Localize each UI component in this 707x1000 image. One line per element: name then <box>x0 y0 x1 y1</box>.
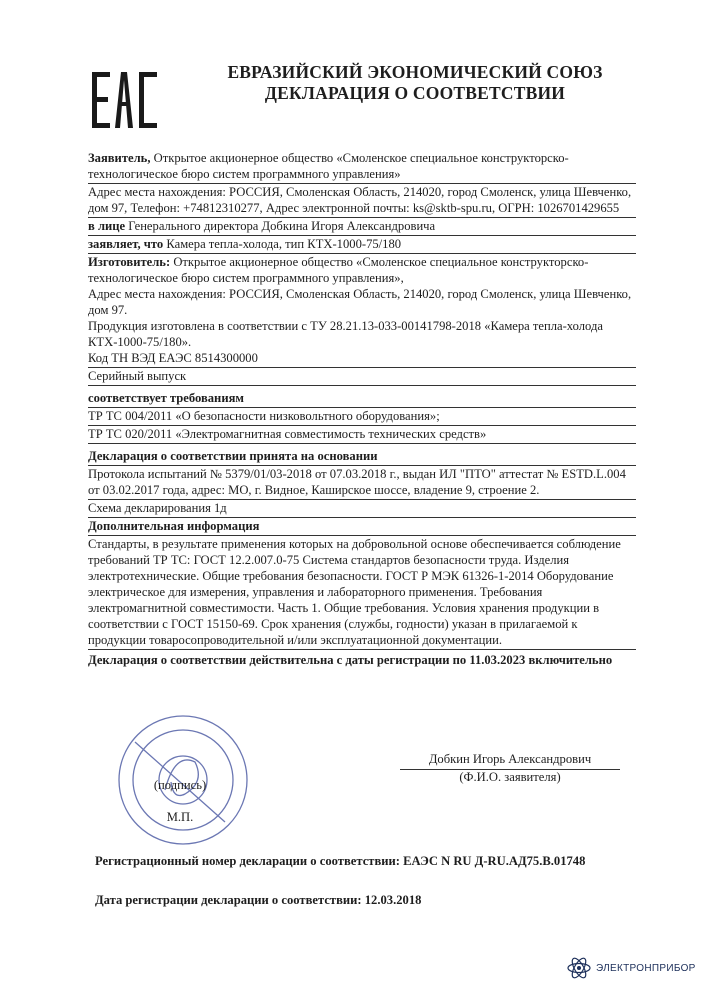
represented-label: в лице <box>88 219 126 233</box>
manufacturer-name: Открытое акционерное общество «Смоленское специальное конструкторско-технологическое бюро систем программного управления», <box>88 255 589 285</box>
applicant-section <box>88 150 636 184</box>
manufacturer-code: Код ТН ВЭД ЕАЭС 8514300000 <box>88 351 258 365</box>
represented-value: Генерального директора Добкина Игоря Александровича <box>128 219 436 233</box>
basis-section <box>88 448 636 466</box>
header-declaration-title: ДЕКЛАРАЦИЯ О СООТВЕТСТВИИ <box>264 83 566 103</box>
header-union-title: ЕВРАЗИЙСКИЙ ЭКОНОМИЧЕСКИЙ СОЮЗ <box>227 62 603 82</box>
additional-text: Стандарты, в результате применения которых на добровольной основе обеспечивается соблюдение требований ТР ТС: ГОСТ 12.2.007.0-75 Система стандартов безопасности труда. Изделия электротехнические. Общие требования безопасности. ГОСТ Р МЭК 61326-1-2014 Оборудование электрическое для измерения, управления и лабораторного применения. Требования электромагнитной совместимости. Часть 1. Общие требования. Условия хранения продукции в соответствии с ГОСТ 15150-69. Срок хранения (службы, годности) указан в прилагаемой к продукции товаросопроводительной и/или эксплуатационной документации. <box>88 536 636 650</box>
registration-date: Дата регистрации декларации о соответствии: 12.03.2018 <box>95 893 422 907</box>
signer-caption: (Ф.И.О. заявителя) <box>459 770 561 784</box>
footer-brand <box>566 954 696 982</box>
signer-block <box>400 752 620 785</box>
represented-section <box>88 218 636 236</box>
complies-label: соответствует требованиям <box>88 391 244 405</box>
serial-release: Серийный выпуск <box>88 368 636 386</box>
regulation-item: ТР ТС 004/2011 «О безопасности низковольтного оборудования»; <box>88 408 636 426</box>
additional-label: Дополнительная информация <box>88 519 260 533</box>
basis-protocol: Протокола испытаний № 5379/01/03-2018 от 07.03.2018 г., выдан ИЛ "ПТО" аттестат № ESTD.L.004 от 03.02.2017 года, адрес: МО, г. Видное, Каширское шоссе, владение 9, строение 2. <box>88 466 636 500</box>
additional-section <box>88 518 636 536</box>
seal-mark: М.П. <box>166 810 194 824</box>
applicant-label: Заявитель, <box>88 151 151 165</box>
applicant-name: Открытое акционерное общество «Смоленское специальное конструкторско-технологическое бюро систем программного управления» <box>88 151 569 181</box>
basis-scheme: Схема декларирования 1д <box>88 500 636 518</box>
manufacturer-label: Изготовитель: <box>88 255 171 269</box>
basis-label: Декларация о соответствии принята на основании <box>88 449 378 463</box>
signature-caption: (подпись) <box>153 778 207 792</box>
declaration-body <box>88 150 636 668</box>
complies-section <box>88 390 636 408</box>
regulation-item: ТР ТС 020/2011 «Электромагнитная совместимость технических средств» <box>88 426 636 444</box>
eac-logo <box>90 70 160 130</box>
registration-number: Регистрационный номер декларации о соответствии: ЕАЭС N RU Д-RU.АД75.В.01748 <box>95 854 586 868</box>
footer-brand-text: ЭЛЕКТРОНПРИБОР <box>596 962 696 974</box>
manufacturer-address: Адрес места нахождения: РОССИЯ, Смоленская Область, 214020, город Смоленск, улица Шевченко, дом 97. <box>88 287 632 317</box>
declares-value: Камера тепла-холода, тип КТХ-1000-75/180 <box>166 237 402 251</box>
validity-statement: Декларация о соответствии действительна с даты регистрации по 11.03.2023 включительно <box>88 653 613 667</box>
declares-section <box>88 236 636 254</box>
applicant-address: Адрес места нахождения: РОССИЯ, Смоленская Область, 214020, город Смоленск, улица Шевченко, дом 97, Телефон: +74812310277, Адрес электронной почты: ks@sktb-spu.ru, ОГРН: 1026701429655 <box>88 184 636 218</box>
atom-icon <box>566 955 592 981</box>
document-header <box>180 62 650 104</box>
signer-name: Добкин Игорь Александрович <box>428 752 592 766</box>
declares-label: заявляет, что <box>88 237 164 251</box>
manufacturer-produced: Продукция изготовлена в соответствии с ТУ 28.21.13-033-00141798-2018 «Камера тепла-холода КТХ-1000-75/180». <box>88 319 603 349</box>
manufacturer-section <box>88 254 636 368</box>
